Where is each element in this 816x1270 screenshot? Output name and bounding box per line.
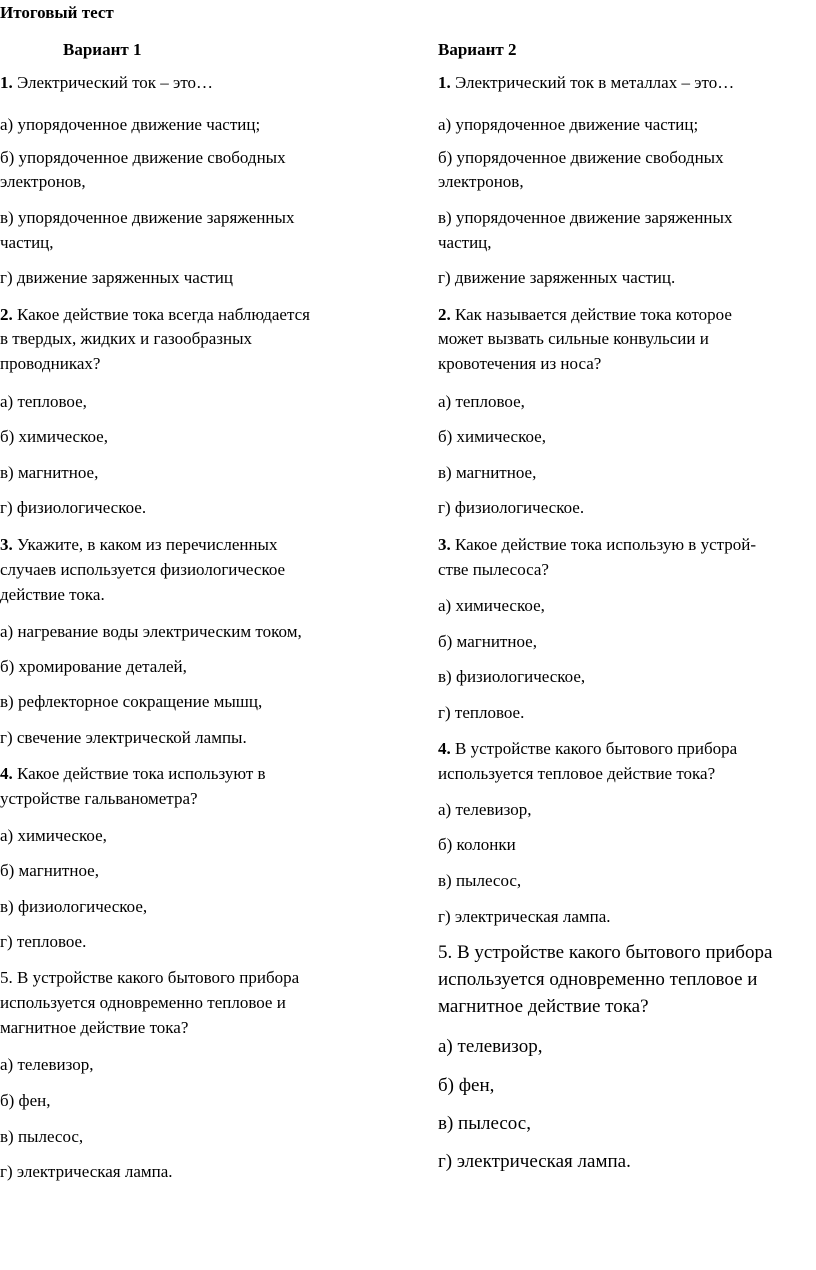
v1-q3-option-a: а) нагревание воды электрическим током,: [0, 622, 302, 641]
v2-q1-option-c-cont: частиц,: [438, 233, 492, 252]
v1-q5-option-d: г) электрическая лампа.: [0, 1162, 173, 1181]
v2-q1-option-b-cont: электронов,: [438, 172, 524, 191]
v1-question-2-line-3: проводниках?: [0, 354, 101, 373]
v2-q1-option-c: в) упорядоченное движение заряженных: [438, 208, 733, 227]
v1-q2-option-d: г) физиологическое.: [0, 498, 147, 517]
v2-question-5-line-2: используется одновременно тепловое и: [438, 969, 758, 990]
v2-q5-option-d: г) электрическая лампа.: [438, 1151, 631, 1172]
v1-q5-option-c: в) пылесос,: [0, 1127, 84, 1146]
v2-q5-option-c: в) пылесос,: [438, 1113, 531, 1134]
page-title: Итоговый тест: [0, 3, 114, 22]
v1-question-5-line-2: используется одновременно тепловое и: [0, 993, 286, 1012]
v1-q4-option-d: г) тепловое.: [0, 932, 87, 951]
v2-question-5: 5. В устройстве какого бытового прибора: [438, 942, 773, 963]
v2-question-2: 2. Как называется действие тока которое: [438, 305, 732, 324]
v1-question-3: 3. Укажите, в каком из перечисленных: [0, 535, 278, 554]
v2-q2-option-a: а) тепловое,: [438, 392, 525, 411]
v2-question-1: 1. Электрический ток в металлах – это…: [438, 73, 735, 92]
v1-question-4-line-2: устройстве гальванометра?: [0, 789, 198, 808]
v2-q2-option-b: б) химическое,: [438, 427, 546, 446]
v2-question-4: 4. В устройстве какого бытового прибора: [438, 739, 738, 758]
v2-question-2-line-2: может вызвать сильные конвульсии и: [438, 329, 709, 348]
v1-q2-option-c: в) магнитное,: [0, 463, 99, 482]
v1-q4-option-b: б) магнитное,: [0, 861, 99, 880]
v1-question-3-line-2: случаев используется физиологическое: [0, 560, 286, 579]
v2-q4-option-a: а) телевизор,: [438, 800, 532, 819]
v1-question-2-line-2: в твердых, жидких и газообразных: [0, 329, 253, 348]
v2-q2-option-c: в) магнитное,: [438, 463, 537, 482]
v2-q5-option-b: б) фен,: [438, 1075, 495, 1096]
v1-q5-option-a: а) телевизор,: [0, 1055, 94, 1074]
v1-question-2: 2. Какое действие тока всегда наблюдается: [0, 305, 310, 324]
v1-q1-option-c-cont: частиц,: [0, 233, 54, 252]
v1-q2-option-a: а) тепловое,: [0, 392, 87, 411]
v1-q4-option-a: а) химическое,: [0, 826, 107, 845]
variant-1-heading: Вариант 1: [63, 40, 142, 59]
v1-q1-option-c: в) упорядоченное движение заряженных: [0, 208, 295, 227]
v2-q2-option-d: г) физиологическое.: [438, 498, 585, 517]
v2-q3-option-b: б) магнитное,: [438, 632, 537, 651]
v2-q1-option-d: г) движение заряженных частиц.: [438, 268, 676, 287]
v2-q4-option-b: б) колонки: [438, 835, 516, 854]
v2-question-4-line-2: используется тепловое действие тока?: [438, 764, 716, 783]
v1-q3-option-d: г) свечение электрической лампы.: [0, 728, 247, 747]
v1-question-1: 1. Электрический ток – это…: [0, 73, 214, 92]
v1-q2-option-b: б) химическое,: [0, 427, 108, 446]
v2-q4-option-d: г) электрическая лампа.: [438, 907, 611, 926]
v1-q1-option-a: а) упорядоченное движение частиц;: [0, 115, 261, 134]
v1-q1-option-b: б) упорядоченное движение свободных: [0, 148, 286, 167]
v2-q3-option-d: г) тепловое.: [438, 703, 525, 722]
v2-q4-option-c: в) пылесос,: [438, 871, 522, 890]
v1-q1-option-b-cont: электронов,: [0, 172, 86, 191]
v1-question-3-line-3: действие тока.: [0, 585, 105, 604]
v1-question-4: 4. Какое действие тока используют в: [0, 764, 266, 783]
v2-question-5-line-3: магнитное действие тока?: [438, 996, 649, 1017]
v2-question-3: 3. Какое действие тока использую в устрой-: [438, 535, 757, 554]
v2-question-3-line-2: стве пылесоса?: [438, 560, 549, 579]
variant-2-heading: Вариант 2: [438, 40, 517, 59]
v1-question-5-line-3: магнитное действие тока?: [0, 1018, 189, 1037]
v1-q3-option-b: б) хромирование деталей,: [0, 657, 187, 676]
v2-q1-option-b: б) упорядоченное движение свободных: [438, 148, 724, 167]
v2-q3-option-a: а) химическое,: [438, 596, 545, 615]
v1-q1-option-d: г) движение заряженных частиц: [0, 268, 233, 287]
v2-q5-option-a: а) телевизор,: [438, 1036, 543, 1057]
v2-question-2-line-3: кровотечения из носа?: [438, 354, 602, 373]
v1-q4-option-c: в) физиологическое,: [0, 897, 148, 916]
v1-q5-option-b: б) фен,: [0, 1091, 51, 1110]
v2-q1-option-a: а) упорядоченное движение частиц;: [438, 115, 699, 134]
v2-q3-option-c: в) физиологическое,: [438, 667, 586, 686]
v1-question-5: 5. В устройстве какого бытового прибора: [0, 968, 300, 987]
v1-q3-option-c: в) рефлекторное сокращение мышц,: [0, 692, 263, 711]
